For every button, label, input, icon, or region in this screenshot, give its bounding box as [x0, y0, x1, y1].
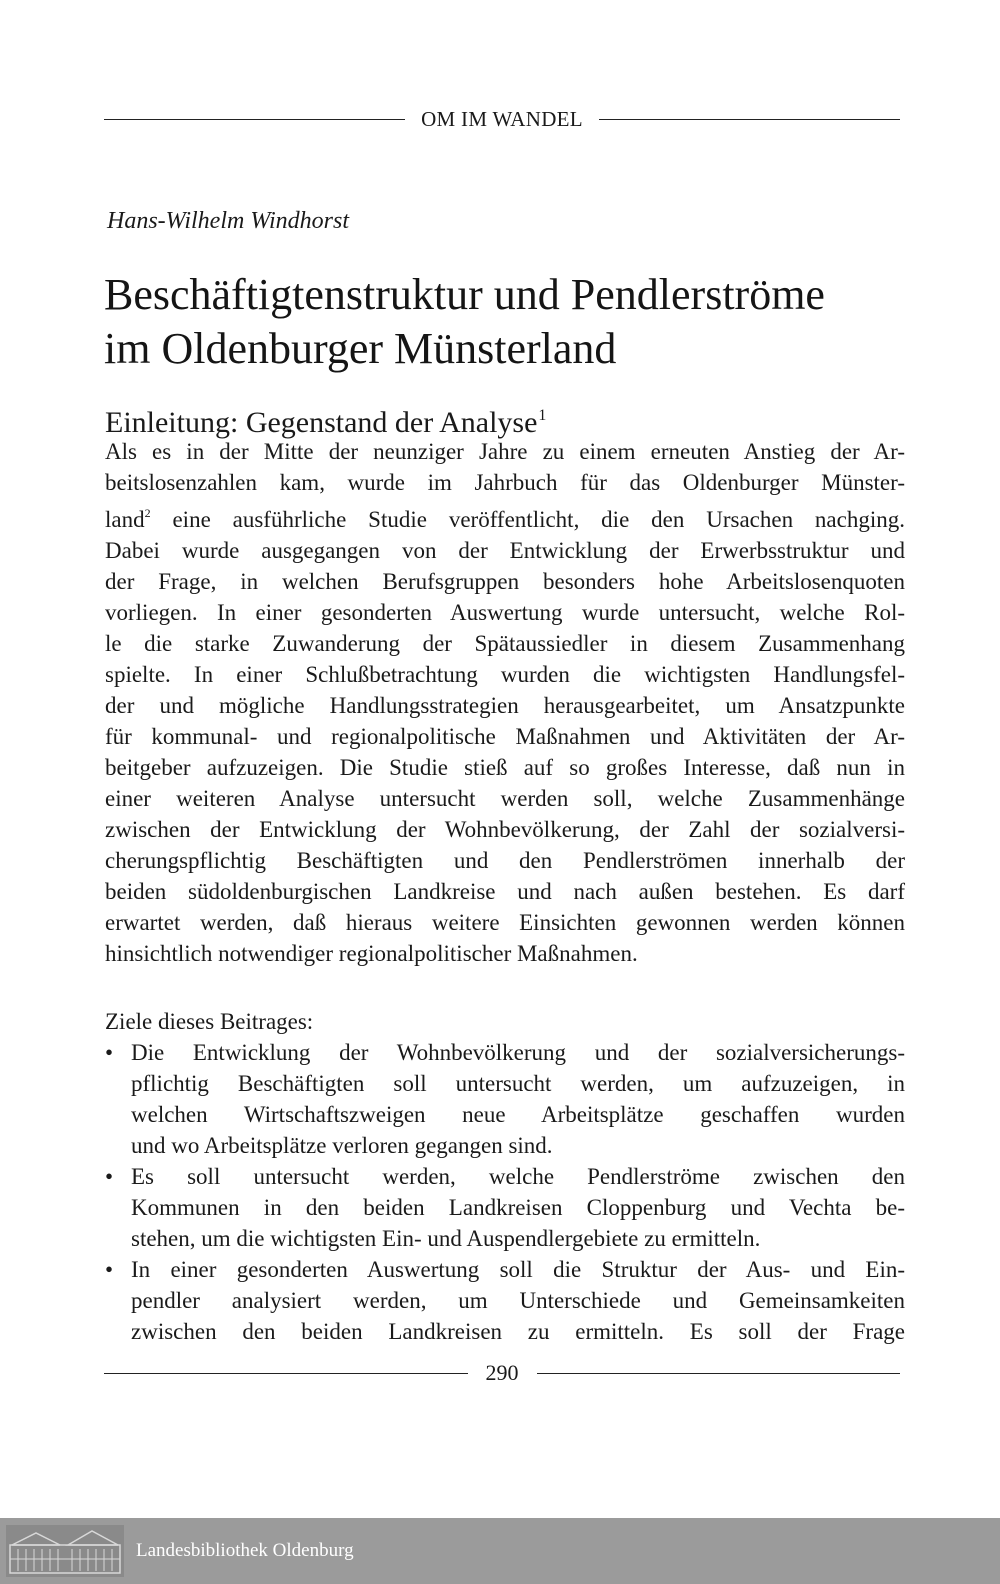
list-item-line: zwischen den beiden Landkreisen zu ermitteln. Es soll der Frage — [131, 1319, 905, 1344]
paragraph-line: der Frage, in welchen Berufsgruppen besonders hohe Arbeitslosenquoten — [105, 569, 905, 594]
goals-title: Ziele dieses Beitrages: — [105, 1009, 314, 1034]
paragraph-line-text: eine ausführliche Studie veröffentlicht, die den Ursachen nachging. — [150, 507, 905, 532]
list-item-line: In einer gesonderten Auswertung soll die Struktur der Aus- und Ein- — [131, 1257, 905, 1282]
paragraph-line: cherungspflichtig Beschäftigten und den Pendlerströmen innerhalb der — [105, 848, 905, 873]
paragraph-line: beitslosenzahlen kam, wurde im Jahrbuch für das Oldenburger Münster- — [105, 470, 905, 495]
paragraph-line: hinsichtlich notwendiger regionalpolitischer Maßnahmen. — [105, 941, 638, 966]
author-name: Hans-Wilhelm Windhorst — [107, 208, 350, 234]
paragraph-line: der und mögliche Handlungsstrategien herausgearbeitet, um Ansatzpunkte — [105, 693, 905, 718]
paragraph-line-text: land — [105, 507, 145, 532]
list-item — [105, 1037, 905, 1161]
paragraph-line: beiden südoldenburgischen Landkreise und nach außen bestehen. Es darf — [105, 879, 905, 904]
paragraph-line: Dabei wurde ausgegangen von der Entwicklung der Erwerbsstruktur und — [105, 538, 905, 563]
intro-paragraph — [105, 436, 905, 969]
list-item-line: stehen, um die wichtigsten Ein- und Auspendlergebiete zu ermitteln. — [131, 1226, 761, 1251]
page-footer — [104, 1357, 900, 1389]
article-title — [104, 268, 904, 376]
paragraph-line: erwartet werden, daß hieraus weitere Einsichten gewonnen werden können — [105, 910, 905, 935]
paragraph-line: le die starke Zuwanderung der Spätaussiedler in diesem Zusammenhang — [105, 631, 905, 656]
bullet-icon: • — [105, 1257, 114, 1282]
list-item — [105, 1254, 905, 1347]
list-item-line: und wo Arbeitsplätze verloren gegangen sind. — [131, 1133, 553, 1158]
running-head-label: OM IM WANDEL — [421, 106, 583, 131]
article-title-line: Beschäftigtenstruktur und Pendlerströme — [104, 270, 825, 319]
paragraph-line: einer weiteren Analyse untersucht werden soll, welche Zusammenhänge — [105, 786, 905, 811]
paragraph-line: spielte. In einer Schlußbetrachtung wurden die wichtigsten Handlungsfel- — [105, 662, 905, 687]
bullet-icon: • — [105, 1040, 114, 1065]
running-head — [104, 104, 900, 134]
running-head-rule-right — [599, 119, 900, 120]
paragraph-line: Als es in der Mitte der neunziger Jahre zu einem erneuten Anstieg der Ar- — [105, 439, 905, 464]
list-item-line: pendler analysiert werden, um Unterschiede und Gemeinsamkeiten — [131, 1288, 905, 1313]
running-head-rule-left — [104, 119, 405, 120]
section-heading-text: Einleitung: Gegenstand der Analyse — [105, 406, 538, 439]
paragraph-line: beitgeber aufzuzeigen. Die Studie stieß auf so großes Interesse, daß nun in — [105, 755, 905, 780]
list-item-line: Kommunen in den beiden Landkreisen Cloppenburg und Vechta be- — [131, 1195, 905, 1220]
library-banner — [0, 1518, 1000, 1584]
paragraph-line: zwischen der Entwicklung der Wohnbevölkerung, der Zahl der sozialversi- — [105, 817, 905, 842]
article-title-line: im Oldenburger Münsterland — [104, 324, 617, 373]
list-item-line: Es soll untersucht werden, welche Pendlerströme zwischen den — [131, 1164, 905, 1189]
list-item-line: welchen Wirtschaftszweigen neue Arbeitsplätze geschaffen wurden — [131, 1102, 905, 1127]
footer-rule-left — [104, 1373, 468, 1374]
footnote-marker: 1 — [538, 407, 547, 424]
library-building-icon — [6, 1525, 124, 1577]
paragraph-line — [105, 498, 905, 535]
goals-list — [105, 1037, 905, 1347]
bullet-icon: • — [105, 1164, 114, 1189]
footer-rule-right — [537, 1373, 901, 1374]
paragraph-line: für kommunal- und regionalpolitische Maßnahmen und Aktivitäten der Ar- — [105, 724, 905, 749]
footnote-marker: 2 — [144, 506, 151, 520]
list-item-line: Die Entwicklung der Wohnbevölkerung und der sozialversicherungs- — [131, 1040, 905, 1065]
page-number: 290 — [485, 1360, 519, 1385]
list-item-line: pflichtig Beschäftigten soll untersucht werden, um aufzuzeigen, in — [131, 1071, 905, 1096]
list-item — [105, 1161, 905, 1254]
paragraph-line: vorliegen. In einer gesonderten Auswertung wurde untersucht, welche Rol- — [105, 600, 905, 625]
library-name: Landesbibliothek Oldenburg — [136, 1540, 354, 1561]
